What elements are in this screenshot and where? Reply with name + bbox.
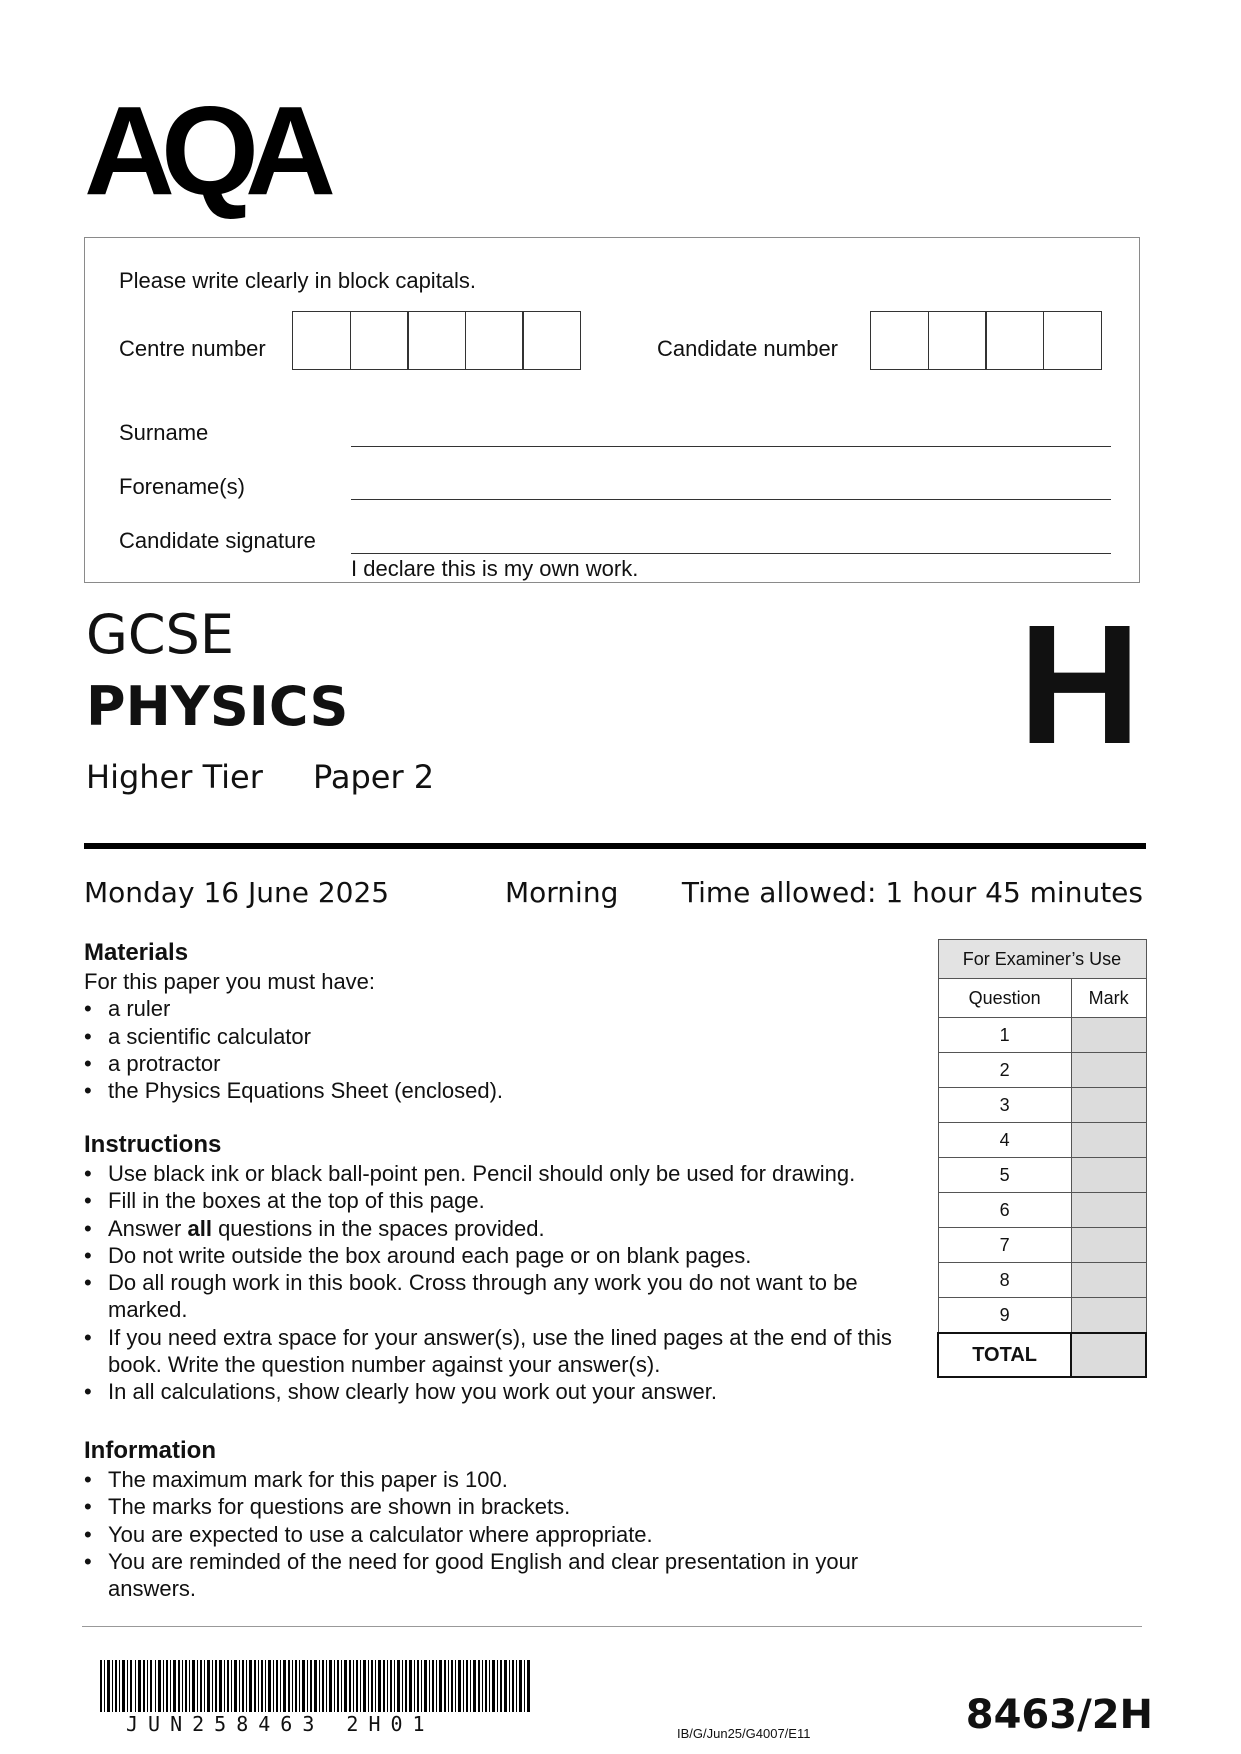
barcode (100, 1660, 530, 1712)
paper-code: 8463/2H (965, 1692, 1153, 1738)
list-item: • Do not write outside the box around each page or on blank pages. (84, 1242, 914, 1269)
list-item: • Use black ink or black ball-point pen. Pencil should only be used for drawing. (84, 1160, 914, 1187)
qualification-title: GCSE (86, 603, 234, 666)
table-row (938, 1228, 1146, 1263)
candidate-number-digit[interactable] (870, 311, 929, 370)
exam-date: Monday 16 June 2025 (84, 876, 390, 909)
list-item: • You are expected to use a calculator where appropriate. (84, 1521, 864, 1548)
paper-label: Paper 2 (313, 758, 435, 796)
candidate-number-label: Candidate number (657, 336, 839, 361)
block-capitals-instruction: Please write clearly in block capitals. (119, 268, 477, 293)
mark-cell[interactable] (1071, 1088, 1146, 1123)
list-item: • Answer all questions in the spaces provided. (84, 1215, 914, 1242)
candidate-number-digit[interactable] (1043, 311, 1102, 370)
centre-number-digit[interactable] (292, 311, 351, 370)
materials-heading: Materials (84, 939, 189, 966)
mark-cell[interactable] (1071, 1228, 1146, 1263)
surname-field[interactable] (351, 446, 1111, 447)
centre-number-boxes (292, 311, 580, 370)
information-section (84, 1436, 864, 1602)
instructions-heading: Instructions (84, 1131, 222, 1158)
materials-section (84, 938, 904, 1104)
examiner-use-table (937, 939, 1147, 1378)
list-item: • a protractor (84, 1050, 904, 1077)
mark-cell[interactable] (1071, 1158, 1146, 1193)
list-item: • You are reminded of the need for good English and clear presentation in your answers. (84, 1548, 864, 1603)
examiner-table-title: For Examiner’s Use (938, 940, 1146, 979)
question-number: 6 (938, 1193, 1071, 1228)
table-row (938, 1018, 1146, 1053)
mark-cell[interactable] (1071, 1298, 1146, 1334)
table-row (938, 1263, 1146, 1298)
candidate-number-digit[interactable] (928, 311, 987, 370)
question-number: 9 (938, 1298, 1071, 1334)
table-row (938, 1158, 1146, 1193)
centre-number-digit[interactable] (350, 311, 409, 370)
list-item: • a scientific calculator (84, 1023, 904, 1050)
question-number: 4 (938, 1123, 1071, 1158)
list-item: • In all calculations, show clearly how you work out your answer. (84, 1378, 914, 1405)
surname-label: Surname (119, 420, 209, 445)
candidate-number-digit[interactable] (985, 311, 1044, 370)
centre-number-digit[interactable] (522, 311, 581, 370)
table-row (938, 1298, 1146, 1334)
total-row (938, 1333, 1146, 1377)
signature-label: Candidate signature (119, 528, 316, 553)
mark-cell[interactable] (1071, 1263, 1146, 1298)
list-item: • a ruler (84, 995, 904, 1022)
declaration-text: I declare this is my own work. (351, 556, 639, 581)
aqa-logo: AQA (84, 80, 322, 221)
total-mark-cell[interactable] (1071, 1333, 1146, 1377)
candidate-details-box (84, 237, 1140, 583)
mark-cell[interactable] (1071, 1193, 1146, 1228)
information-heading: Information (84, 1437, 216, 1464)
table-row (938, 1193, 1146, 1228)
list-item: • If you need extra space for your answer(s), use the lined pages at the end of this book. Write the question number against your answer(s). (84, 1324, 914, 1379)
centre-number-digit[interactable] (407, 311, 466, 370)
exam-session: Morning (505, 876, 619, 909)
forenames-field[interactable] (351, 499, 1111, 500)
question-number: 1 (938, 1018, 1071, 1053)
table-row (938, 1088, 1146, 1123)
title-rule (84, 843, 1146, 849)
materials-intro: For this paper you must have: (84, 969, 376, 994)
paper-reference: IB/G/Jun25/G4007/E11 (677, 1726, 811, 1741)
time-allowed: Time allowed: 1 hour 45 minutes (681, 876, 1143, 909)
list-item: • The marks for questions are shown in brackets. (84, 1493, 864, 1520)
question-number: 5 (938, 1158, 1071, 1193)
question-column-header: Question (938, 979, 1071, 1018)
table-row (938, 1123, 1146, 1158)
question-number: 3 (938, 1088, 1071, 1123)
list-item: • Fill in the boxes at the top of this page. (84, 1187, 914, 1214)
footer-rule (82, 1626, 1142, 1627)
question-number: 2 (938, 1053, 1071, 1088)
tier-letter: H (1018, 590, 1141, 780)
total-label: TOTAL (938, 1333, 1071, 1377)
mark-column-header: Mark (1071, 979, 1146, 1018)
question-number: 8 (938, 1263, 1071, 1298)
question-number: 7 (938, 1228, 1071, 1263)
signature-field[interactable] (351, 553, 1111, 554)
centre-number-digit[interactable] (465, 311, 524, 370)
mark-cell[interactable] (1071, 1018, 1146, 1053)
barcode-text: JUN258463 2H01 (126, 1712, 435, 1736)
list-item: • The maximum mark for this paper is 100. (84, 1466, 864, 1493)
table-row (938, 1053, 1146, 1088)
instructions-section (84, 1130, 914, 1406)
forenames-label: Forename(s) (119, 474, 245, 499)
mark-cell[interactable] (1071, 1123, 1146, 1158)
list-item: • the Physics Equations Sheet (enclosed). (84, 1077, 904, 1104)
mark-cell[interactable] (1071, 1053, 1146, 1088)
tier-label: Higher Tier (86, 758, 263, 796)
subject-title: PHYSICS (86, 675, 349, 738)
centre-number-label: Centre number (119, 336, 266, 361)
list-item: • Do all rough work in this book. Cross through any work you do not want to be marked. (84, 1269, 914, 1324)
candidate-number-boxes (870, 311, 1100, 370)
